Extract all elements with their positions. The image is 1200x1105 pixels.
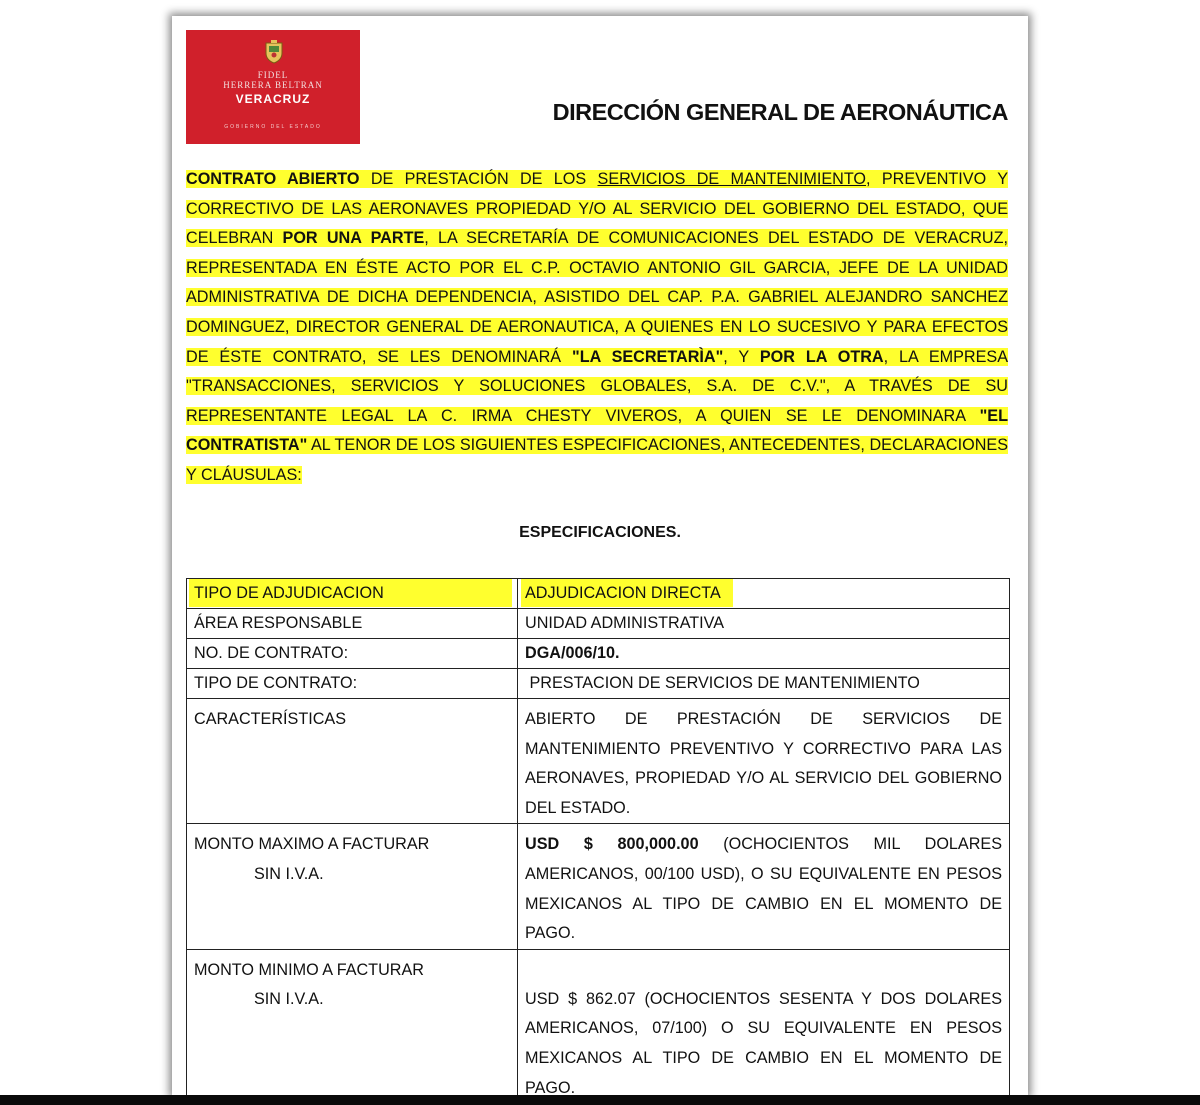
bold-phrase: POR UNA PARTE [282, 229, 425, 248]
spec-label-line: SIN I.V.A. [254, 864, 324, 883]
spec-value [518, 579, 1010, 609]
spec-label [187, 579, 518, 609]
table-row [187, 639, 1010, 669]
table-row [187, 949, 1010, 1095]
intro-text: DE PRESTACIÓN DE LOS [359, 170, 598, 188]
logo-text-line: HERRERA BELTRAN [223, 80, 323, 90]
spec-label: ÁREA RESPONSABLE [187, 609, 518, 639]
logo-tagline: GOBIERNO DEL ESTADO [224, 124, 322, 130]
spec-label: NO. DE CONTRATO: [187, 639, 518, 669]
spec-label [187, 824, 518, 949]
coat-of-arms-icon [263, 40, 285, 64]
bold-phrase: "EL CONTRATISTA" [186, 406, 1008, 455]
contract-intro-paragraph [186, 165, 1008, 491]
bold-phrase: "LA SECRETARÌA" [572, 347, 724, 366]
intro-text: , PREVENTIVO Y CORRECTIVO DE LAS AERONAVES PROPIEDAD Y/O AL SERVICIO DEL GOBIERNO DEL ESTADO, QUE CELEBRAN [186, 170, 1009, 248]
intro-text: , LA SECRETARÍA DE COMUNICACIONES DEL ESTADO DE VERACRUZ, REPRESENTADA EN ÉSTE ACTO POR EL C.P. OCTAVIO ANTONIO GIL GARCIA, JEFE DE LA UNIDAD ADMINISTRATIVA DE DICHA DEPENDENCIA, ASISTIDO DEL CAP. P.A. GABRIEL ALEJANDRO SANCHEZ DOMINGUEZ, DIRECTOR GENERAL DE AERONAUTICA, A QUIENES EN LO SUCESIVO Y PARA EFECTOS DE ÉSTE CONTRATO, SE LES DENOMINARÁ [186, 229, 1009, 366]
specifications-heading: ESPECIFICACIONES. [519, 524, 681, 541]
minimum-amount-text: USD $ 862.07 (OCHOCIENTOS SESENTA Y DOS DOLARES AMERICANOS, 07/100) O SU EQUIVALENTE EN PESOS MEXICANOS AL TIPO DE CAMBIO EN EL MOMENTO DE PAGO. [525, 989, 1002, 1095]
table-row [187, 824, 1010, 949]
table-row [187, 609, 1010, 639]
spec-value: ABIERTO DE PRESTACIÓN DE SERVICIOS DE MANTENIMIENTO PREVENTIVO Y CORRECTIVO PARA LAS AERONAVES, PROPIEDAD Y/O AL SERVICIO DEL GOBIERNO DEL ESTADO. [518, 699, 1010, 824]
intro-text: , LA EMPRESA "TRANSACCIONES, SERVICIOS Y SOLUCIONES GLOBALES, S.A. DE C.V.", A TRAVÉS DE SU REPRESENTANTE LEGAL LA C. IRMA CHESTY VIVEROS, A QUIEN SE LE DENOMINARA [186, 347, 1008, 425]
spec-value: UNIDAD ADMINISTRATIVA [518, 609, 1010, 639]
table-row [187, 669, 1010, 699]
document-page [172, 16, 1028, 1095]
veracruz-government-logo [186, 30, 360, 144]
spec-value [518, 639, 1010, 669]
table-row [187, 699, 1010, 824]
spec-label-line: MONTO MAXIMO A FACTURAR [194, 835, 430, 854]
contract-type-value: PRESTACION DE SERVICIOS DE MANTENIMIENTO [525, 674, 920, 692]
maximum-amount-text: (OCHOCIENTOS MIL DOLARES AMERICANOS, 00/100 USD), O SU EQUIVALENTE EN PESOS MEXICANOS AL TIPO DE CAMBIO EN EL MOMENTO DE PAGO. [525, 835, 1002, 943]
logo-wordmark: VERACRUZ [235, 92, 311, 106]
spec-label: CARACTERÍSTICAS [187, 699, 518, 824]
specifications-table [186, 578, 1010, 1095]
table-row [187, 579, 1010, 609]
spec-value [518, 824, 1010, 949]
intro-text: , Y [723, 347, 760, 366]
intro-text: AL TENOR DE LOS SIGUIENTES ESPECIFICACIONES, ANTECEDENTES, DECLARACIONES Y CLÁUSULAS: [186, 436, 1008, 484]
contract-number: DGA/006/10. [525, 644, 620, 662]
maximum-amount: USD $ 800,000.00 [525, 835, 699, 854]
spec-label-line: SIN I.V.A. [254, 990, 324, 1009]
spec-label: TIPO DE CONTRATO: [187, 669, 518, 699]
logo-text-line: FIDEL [257, 70, 289, 80]
highlighted-text [186, 170, 1008, 484]
document-title: DIRECCIÓN GENERAL DE AERONÁUTICA [552, 99, 1008, 125]
underlined-phrase: SERVICIOS DE MANTENIMIENTO [597, 170, 867, 188]
highlighted-label: TIPO DE ADJUDICACION [189, 579, 512, 607]
bold-phrase: POR LA OTRA [759, 347, 884, 366]
spec-value [518, 669, 1010, 699]
bold-phrase: CONTRATO ABIERTO [186, 170, 360, 188]
highlighted-value: ADJUDICACION DIRECTA [521, 579, 733, 607]
spec-label-line: MONTO MINIMO A FACTURAR [194, 960, 424, 979]
spec-value [518, 949, 1010, 1095]
bottom-edge-bar [0, 1095, 1200, 1105]
spec-label [187, 949, 518, 1095]
